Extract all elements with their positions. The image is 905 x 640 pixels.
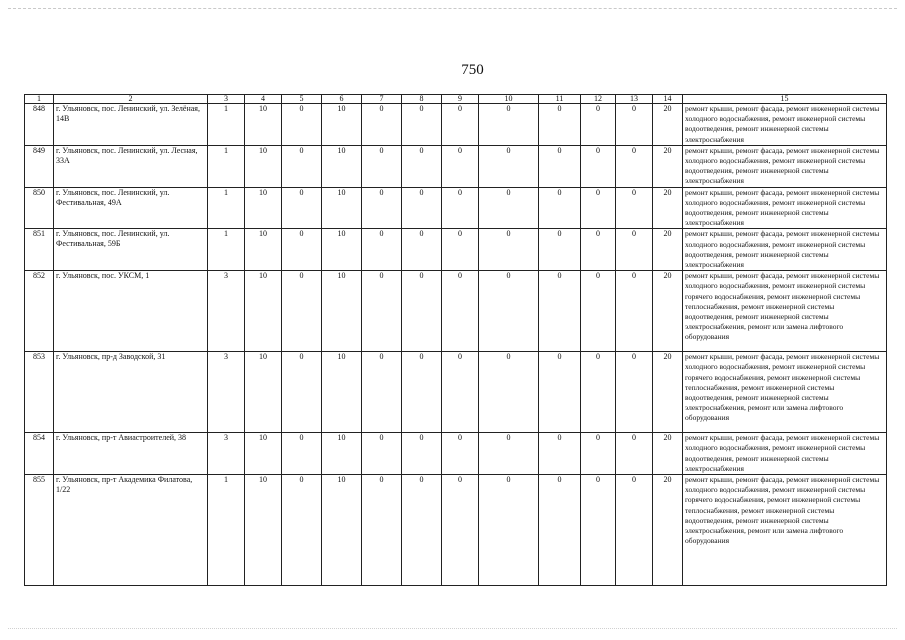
address-cell: г. Ульяновск, пос. УКСМ, 1 — [54, 271, 208, 352]
value-cell: 10 — [322, 433, 362, 475]
value-cell: 0 — [539, 229, 581, 271]
column-header: 6 — [322, 95, 362, 104]
value-cell: 0 — [581, 104, 616, 146]
address-cell: г. Ульяновск, пр-д Заводской, 31 — [54, 352, 208, 433]
value-cell: 0 — [362, 433, 402, 475]
value-cell: 10 — [322, 229, 362, 271]
works-cell: ремонт крыши, ремонт фасада, ремонт инженерной системы холодного водоснабжения, ремонт инженерной системы водоотведения, ремонт инженерной системы электроснабжения — [683, 229, 887, 271]
value-cell: 20 — [653, 187, 683, 229]
table-row — [25, 104, 887, 146]
value-cell: 0 — [442, 145, 479, 187]
value-cell: 0 — [402, 145, 442, 187]
row-number: 853 — [25, 352, 54, 433]
value-cell: 0 — [362, 352, 402, 433]
value-cell: 10 — [245, 475, 282, 586]
value-cell: 0 — [539, 352, 581, 433]
value-cell: 0 — [479, 104, 539, 146]
value-cell: 3 — [208, 271, 245, 352]
value-cell: 0 — [282, 433, 322, 475]
value-cell: 0 — [402, 352, 442, 433]
row-number: 854 — [25, 433, 54, 475]
value-cell: 0 — [282, 352, 322, 433]
address-cell: г. Ульяновск, пр-т Академика Филатова, 1/22 — [54, 475, 208, 586]
column-header: 7 — [362, 95, 402, 104]
value-cell: 0 — [442, 229, 479, 271]
value-cell: 0 — [616, 145, 653, 187]
value-cell: 0 — [616, 475, 653, 586]
table-row — [25, 187, 887, 229]
value-cell: 0 — [442, 352, 479, 433]
value-cell: 3 — [208, 433, 245, 475]
value-cell: 10 — [245, 229, 282, 271]
value-cell: 0 — [479, 187, 539, 229]
value-cell: 0 — [362, 104, 402, 146]
value-cell: 0 — [362, 145, 402, 187]
table-row — [25, 475, 887, 586]
address-cell: г. Ульяновск, пос. Ленинский, ул. Зелёная, 14В — [54, 104, 208, 146]
value-cell: 0 — [479, 475, 539, 586]
page-number: 750 — [461, 62, 484, 78]
column-header: 8 — [402, 95, 442, 104]
value-cell: 0 — [539, 187, 581, 229]
works-cell: ремонт крыши, ремонт фасада, ремонт инженерной системы холодного водоснабжения, ремонт инженерной системы горячего водоснабжения, ремонт инженерной системы теплоснабжения, ремонт инженерной системы водоотведения, ремонт инженерной системы электроснабжения, ремонт или замена лифтового оборудования — [683, 271, 887, 352]
value-cell: 0 — [362, 475, 402, 586]
value-cell: 0 — [616, 352, 653, 433]
table-row — [25, 229, 887, 271]
column-header: 10 — [479, 95, 539, 104]
column-header: 2 — [54, 95, 208, 104]
column-header: 5 — [282, 95, 322, 104]
row-number: 855 — [25, 475, 54, 586]
value-cell: 1 — [208, 104, 245, 146]
value-cell: 0 — [402, 229, 442, 271]
value-cell: 10 — [322, 352, 362, 433]
value-cell: 10 — [322, 271, 362, 352]
value-cell: 0 — [442, 475, 479, 586]
value-cell: 0 — [581, 352, 616, 433]
value-cell: 10 — [245, 433, 282, 475]
value-cell: 0 — [479, 145, 539, 187]
value-cell: 0 — [442, 271, 479, 352]
value-cell: 10 — [322, 145, 362, 187]
value-cell: 0 — [581, 229, 616, 271]
value-cell: 0 — [402, 433, 442, 475]
column-header: 3 — [208, 95, 245, 104]
value-cell: 0 — [616, 271, 653, 352]
column-header: 15 — [683, 95, 887, 104]
value-cell: 1 — [208, 229, 245, 271]
value-cell: 20 — [653, 229, 683, 271]
header-row — [25, 95, 887, 104]
value-cell: 0 — [442, 104, 479, 146]
value-cell: 0 — [539, 433, 581, 475]
value-cell: 0 — [616, 433, 653, 475]
value-cell: 20 — [653, 271, 683, 352]
column-header: 4 — [245, 95, 282, 104]
works-cell: ремонт крыши, ремонт фасада, ремонт инженерной системы холодного водоснабжения, ремонт инженерной системы водоотведения, ремонт инженерной системы электроснабжения — [683, 145, 887, 187]
value-cell: 0 — [581, 433, 616, 475]
value-cell: 20 — [653, 104, 683, 146]
value-cell: 20 — [653, 433, 683, 475]
value-cell: 0 — [539, 145, 581, 187]
value-cell: 0 — [282, 271, 322, 352]
address-cell: г. Ульяновск, пос. Ленинский, ул. Фестивальная, 59Б — [54, 229, 208, 271]
value-cell: 0 — [442, 187, 479, 229]
value-cell: 0 — [616, 187, 653, 229]
scan-edge-bottom — [8, 628, 897, 629]
value-cell: 0 — [442, 433, 479, 475]
value-cell: 10 — [322, 187, 362, 229]
table-row — [25, 271, 887, 352]
value-cell: 0 — [402, 104, 442, 146]
value-cell: 0 — [282, 229, 322, 271]
value-cell: 0 — [402, 187, 442, 229]
value-cell: 0 — [282, 104, 322, 146]
works-cell: ремонт крыши, ремонт фасада, ремонт инженерной системы холодного водоснабжения, ремонт инженерной системы водоотведения, ремонт инженерной системы электроснабжения — [683, 187, 887, 229]
value-cell: 0 — [402, 271, 442, 352]
value-cell: 0 — [539, 271, 581, 352]
value-cell: 0 — [539, 104, 581, 146]
value-cell: 10 — [245, 271, 282, 352]
value-cell: 0 — [616, 104, 653, 146]
value-cell: 0 — [539, 475, 581, 586]
table-row — [25, 433, 887, 475]
value-cell: 1 — [208, 187, 245, 229]
value-cell: 0 — [282, 145, 322, 187]
row-number: 849 — [25, 145, 54, 187]
address-cell: г. Ульяновск, пр-т Авиастроителей, 38 — [54, 433, 208, 475]
value-cell: 0 — [581, 475, 616, 586]
value-cell: 20 — [653, 352, 683, 433]
column-header: 11 — [539, 95, 581, 104]
table-row — [25, 145, 887, 187]
row-number: 850 — [25, 187, 54, 229]
value-cell: 10 — [322, 104, 362, 146]
value-cell: 0 — [479, 433, 539, 475]
value-cell: 1 — [208, 145, 245, 187]
address-cell: г. Ульяновск, пос. Ленинский, ул. Фестивальная, 49А — [54, 187, 208, 229]
value-cell: 0 — [282, 475, 322, 586]
value-cell: 10 — [245, 104, 282, 146]
row-number: 851 — [25, 229, 54, 271]
value-cell: 0 — [479, 229, 539, 271]
value-cell: 0 — [581, 187, 616, 229]
table-row — [25, 352, 887, 433]
value-cell: 0 — [581, 271, 616, 352]
column-header: 13 — [616, 95, 653, 104]
value-cell: 0 — [362, 229, 402, 271]
value-cell: 0 — [581, 145, 616, 187]
value-cell: 0 — [402, 475, 442, 586]
address-cell: г. Ульяновск, пос. Ленинский, ул. Лесная, 33А — [54, 145, 208, 187]
value-cell: 0 — [479, 352, 539, 433]
value-cell: 10 — [245, 187, 282, 229]
value-cell: 10 — [245, 145, 282, 187]
works-cell: ремонт крыши, ремонт фасада, ремонт инженерной системы холодного водоснабжения, ремонт инженерной системы водоотведения, ремонт инженерной системы электроснабжения — [683, 104, 887, 146]
value-cell: 0 — [282, 187, 322, 229]
value-cell: 0 — [479, 271, 539, 352]
value-cell: 20 — [653, 475, 683, 586]
value-cell: 1 — [208, 475, 245, 586]
value-cell: 0 — [362, 187, 402, 229]
column-header: 9 — [442, 95, 479, 104]
works-table — [24, 94, 887, 586]
column-header: 12 — [581, 95, 616, 104]
value-cell: 3 — [208, 352, 245, 433]
column-header: 14 — [653, 95, 683, 104]
column-header: 1 — [25, 95, 54, 104]
value-cell: 10 — [322, 475, 362, 586]
row-number: 848 — [25, 104, 54, 146]
works-cell: ремонт крыши, ремонт фасада, ремонт инженерной системы холодного водоснабжения, ремонт инженерной системы горячего водоснабжения, ремонт инженерной системы теплоснабжения, ремонт инженерной системы водоотведения, ремонт инженерной системы электроснабжения, ремонт или замена лифтового оборудования — [683, 475, 887, 586]
works-cell: ремонт крыши, ремонт фасада, ремонт инженерной системы холодного водоснабжения, ремонт инженерной системы водоотведения, ремонт инженерной системы электроснабжения — [683, 433, 887, 475]
scan-edge-top — [8, 8, 897, 9]
value-cell: 0 — [362, 271, 402, 352]
value-cell: 10 — [245, 352, 282, 433]
value-cell: 0 — [616, 229, 653, 271]
works-cell: ремонт крыши, ремонт фасада, ремонт инженерной системы холодного водоснабжения, ремонт инженерной системы горячего водоснабжения, ремонт инженерной системы теплоснабжения, ремонт инженерной системы водоотведения, ремонт инженерной системы электроснабжения, ремонт или замена лифтового оборудования — [683, 352, 887, 433]
row-number: 852 — [25, 271, 54, 352]
value-cell: 20 — [653, 145, 683, 187]
